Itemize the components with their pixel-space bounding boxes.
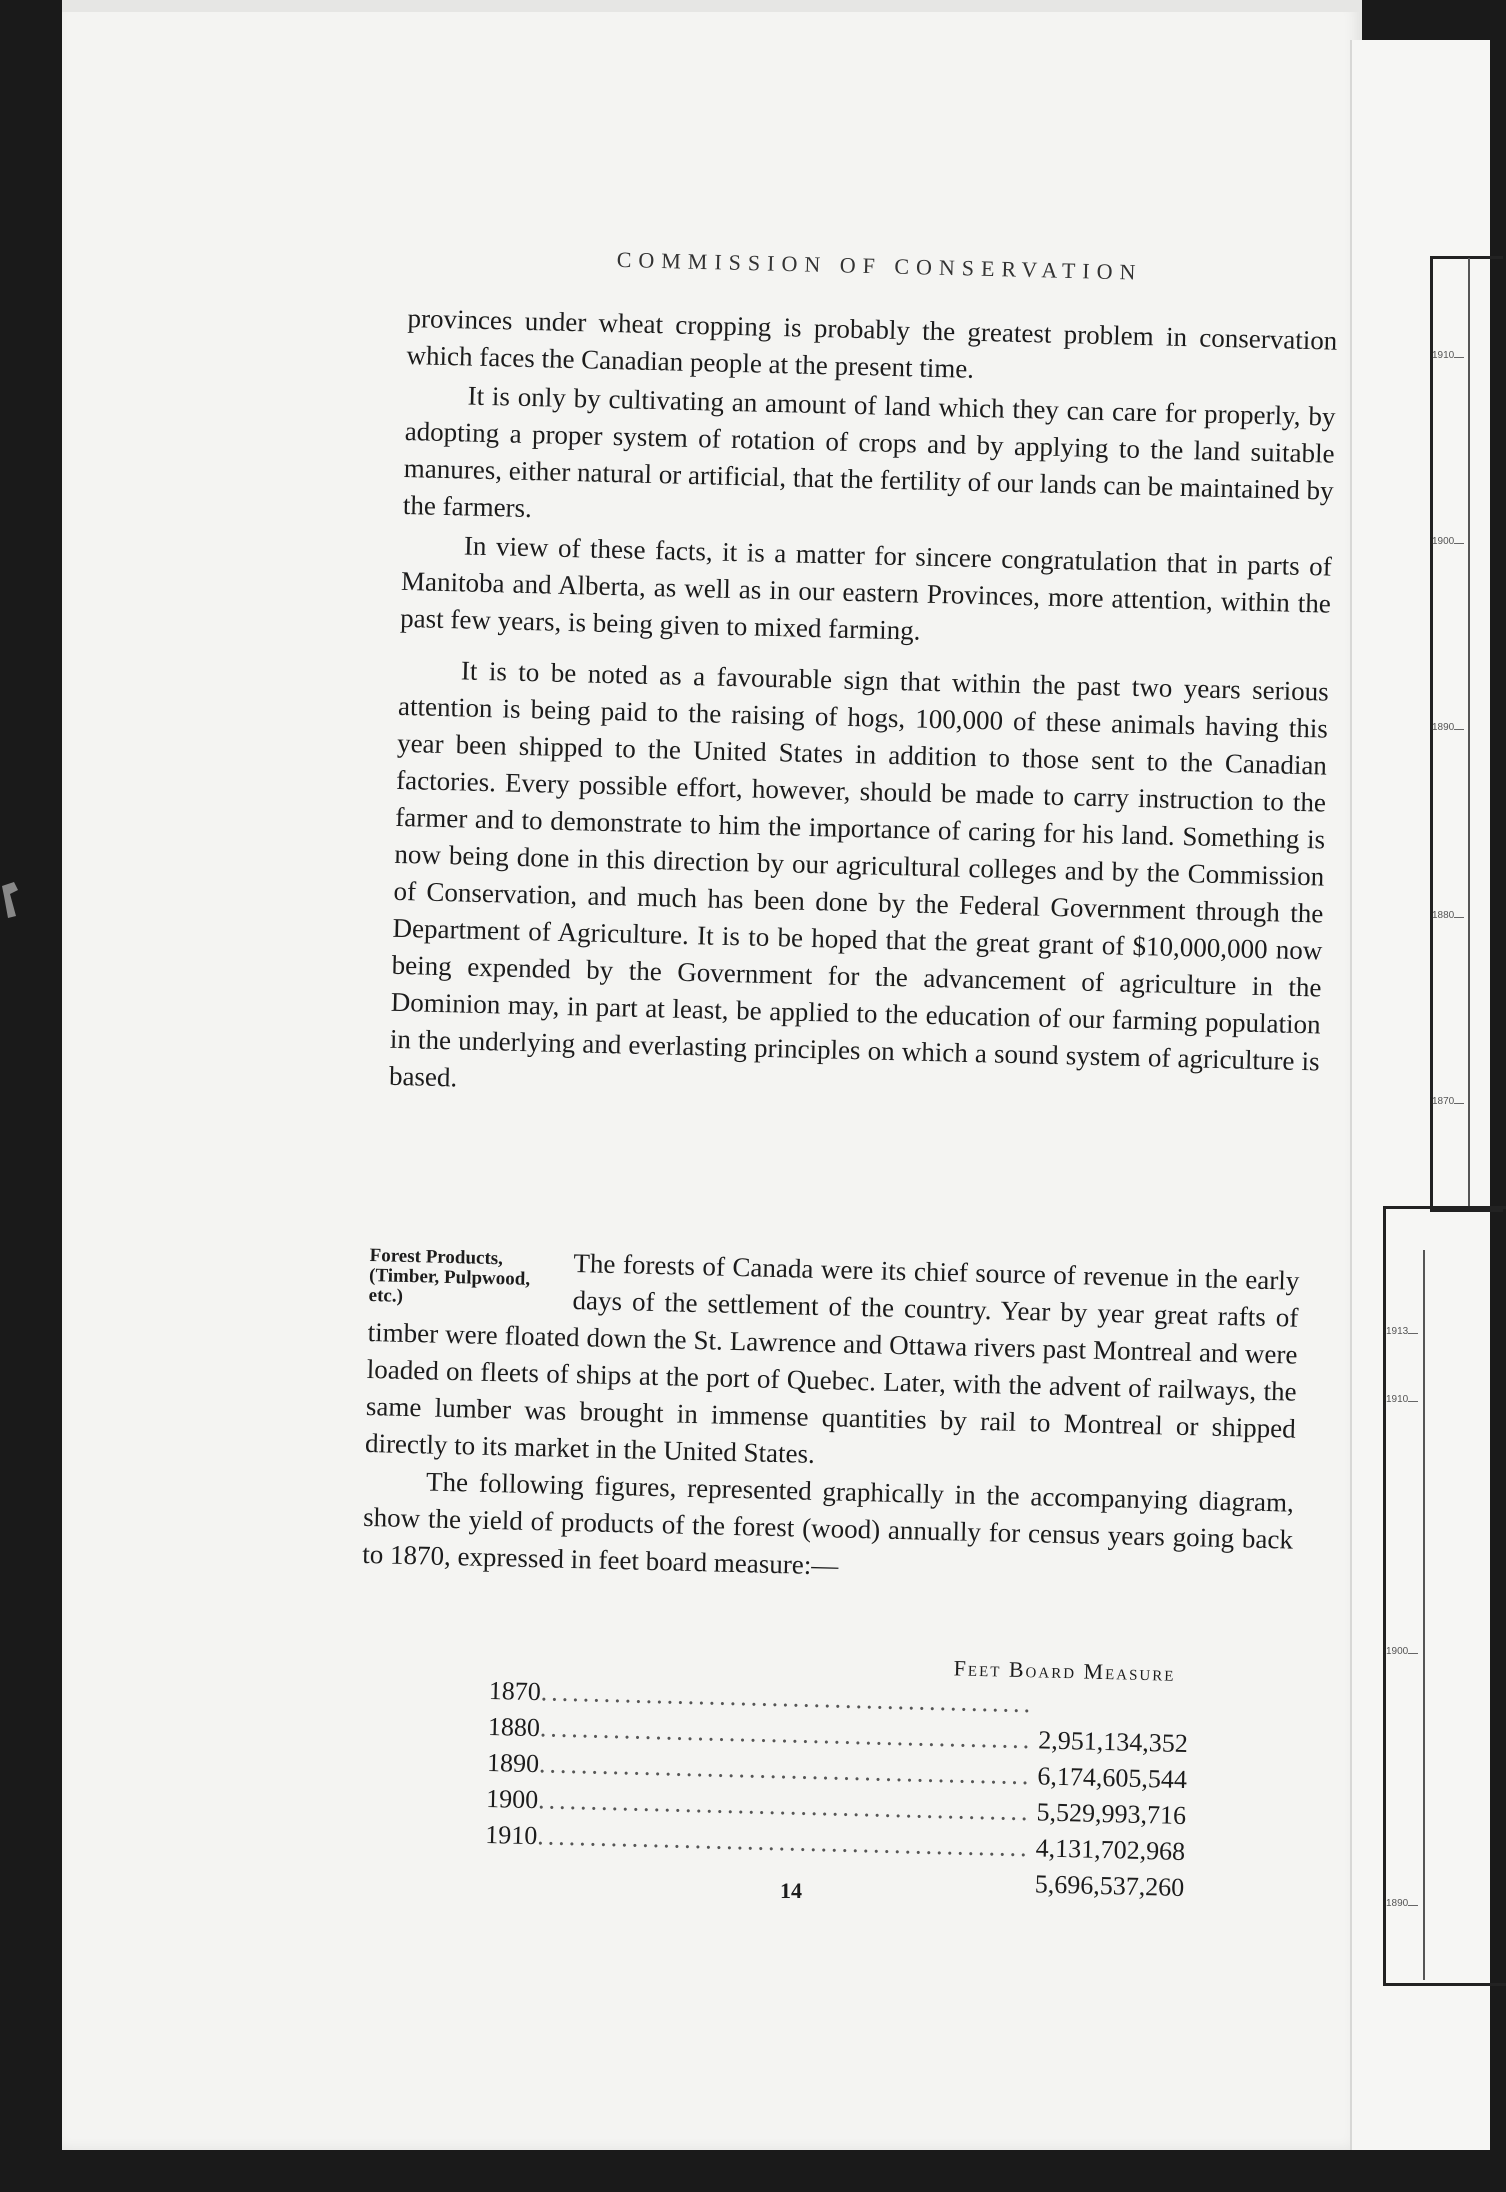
leader-dots: ............................................... [540, 1677, 1035, 1719]
foldout-tick: 1870 [1432, 1096, 1455, 1107]
leader-dots [548, 1880, 974, 1890]
chart-axis-top [1468, 258, 1470, 1206]
page-top-edge [62, 0, 1362, 12]
board-measure-table [484, 1644, 1190, 1909]
leader-dots: ............................................... [537, 1785, 1032, 1827]
chart-frame-bottom [1383, 1206, 1506, 1986]
paragraph: In view of these facts, it is a matter for sincere congratulation that in parts of Manitoba and Alberta, as well as in our eastern Provinces, more attention, within the past few years, is being given to mixed farming. [399, 530, 1333, 646]
table-year: 1900 [485, 1783, 539, 1815]
table-column-header: Feet Board Measure [953, 1655, 1176, 1686]
table-value: 5,696,537,260 [1034, 1869, 1185, 1903]
leader-dots: ............................................... [538, 1749, 1033, 1791]
paragraph: It is to be noted as a favourable sign that within the past two years serious attention is being paid to the raising of hogs, 100,000 of these animals having this year been shipped to the United States in addition to those sent to the Canadian factories. Every possible effort, however, should be made to carry instruction to the farmer and to demonstrate to him the importance of caring for his land. Something is now being done in this direction by our agricultural colleges and by the Commission of Conservation, and much has been done by the Federal Government through the Department of Agriculture. It is to be hoped that the great grant of $10,000,000 now being expended by the Government for the advancement of agriculture in the Dominion may, in part at least, be applied to the education of our farming population in the underlying and everlasting principles on which a sound system of agriculture is based. [388, 655, 1330, 1093]
page-number: 14 [780, 1878, 802, 1903]
leader-dots: ............................................... [539, 1713, 1034, 1755]
leader-dots: ............................................... [536, 1821, 1032, 1863]
foldout-tick: 1890 [1386, 1898, 1409, 1909]
chart-axis-bottom [1423, 1250, 1425, 1980]
paragraph: It is only by cultivating an amount of land which they can care for properly, by adopting a proper system of rotation of crops and by applying to the land suitable manures, either natural or artificial, that the fertility of our lands can be maintained by the farmers. [402, 380, 1336, 524]
table-year [484, 1879, 548, 1881]
foldout-tick: 1880 [1432, 910, 1455, 921]
foldout-tick: 1900 [1386, 1646, 1409, 1657]
body-text [389, 300, 1338, 1117]
table-value: 6,174,605,544 [1037, 1761, 1188, 1795]
foldout-tick: 1890 [1432, 722, 1455, 733]
table-year: 1880 [487, 1711, 541, 1743]
paragraph: The following figures, represented graphically in the accompanying diagram, show the yield of products of the forest (wood) annually for census years going back to 1870, expressed in feet board measure:— [361, 1466, 1295, 1581]
side-heading: Forest Products, (Timber, Pulpwood, etc.) [368, 1244, 531, 1307]
table-value [1034, 1712, 1188, 1716]
table-value: 4,131,702,968 [1035, 1833, 1186, 1867]
foldout-tick: 1913 [1386, 1326, 1409, 1337]
paragraph: provinces under wheat cropping is probably the greatest problem in conservation which faces the Canadian people at the present time. [406, 302, 1338, 384]
forest-products-section [362, 1240, 1300, 1596]
table-year: 1910 [484, 1819, 538, 1851]
chart-frame-top [1430, 256, 1503, 1212]
foldout-tick: 1900 [1432, 536, 1455, 547]
foldout-tick: 1910 [1432, 350, 1455, 361]
paragraph: The forests of Canada were its chief source of revenue in the early days of the settlement of the country. Year by year great rafts of timber were floated down the St. Lawrence and Ottawa rivers past Montreal and were loaded on fleets of ships at the port of Quebec. Later, with the advent of railways, the same lumber was brought in immense quantities by rail to Montreal or shipped directly to its market in the United States. [364, 1247, 1300, 1469]
table-value: 2,951,134,352 [1037, 1725, 1189, 1759]
foldout-tick: 1910 [1386, 1394, 1409, 1405]
table-year: 1890 [486, 1747, 540, 1779]
table-value: 5,529,993,716 [1036, 1797, 1187, 1831]
scan-mark [0, 880, 22, 920]
running-head: COMMISSION OF CONSERVATION [616, 246, 1143, 285]
table-year: 1870 [488, 1675, 542, 1707]
